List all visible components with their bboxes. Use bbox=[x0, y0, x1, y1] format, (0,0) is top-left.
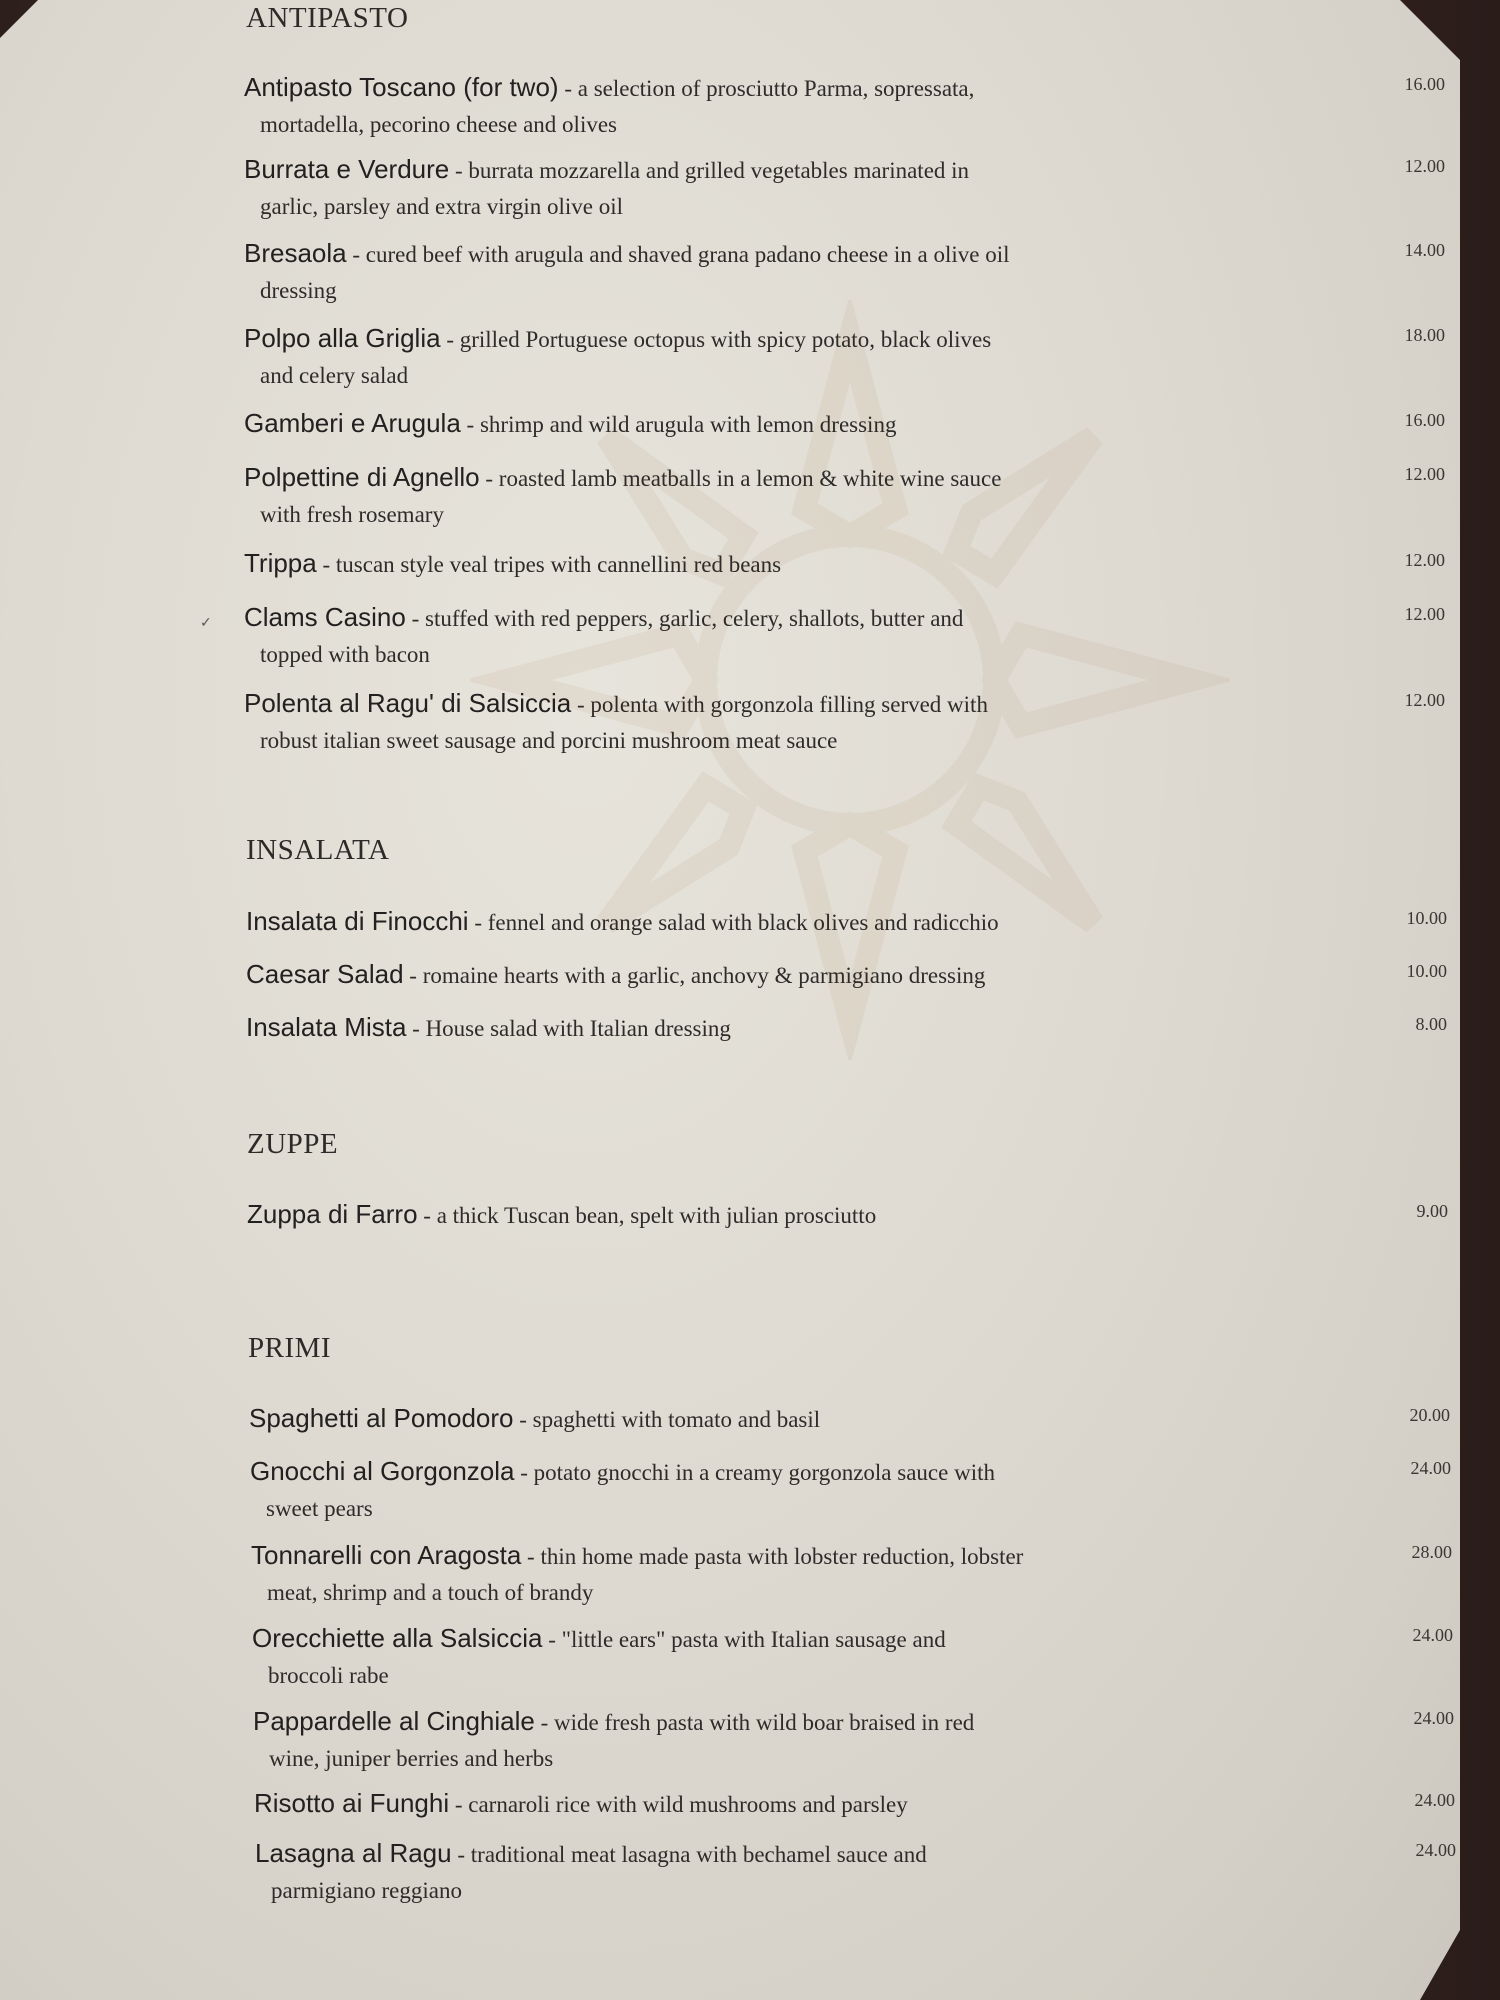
item-price: 14.00 bbox=[1404, 240, 1445, 260]
item-name: Risotto ai Funghi bbox=[254, 1788, 450, 1818]
menu-item bbox=[246, 957, 1447, 996]
menu-item bbox=[244, 460, 1445, 531]
item-description: - tuscan style veal tripes with cannellini red beans bbox=[316, 552, 782, 577]
menu-item bbox=[244, 600, 1445, 671]
item-name: Caesar Salad bbox=[246, 959, 404, 989]
section-title-primi: PRIMI bbox=[248, 1332, 332, 1364]
item-description: - shrimp and wild arugula with lemon dressing bbox=[460, 412, 897, 437]
item-price: 12.00 bbox=[1404, 464, 1445, 484]
menu-item bbox=[244, 406, 1445, 445]
item-name: Gnocchi al Gorgonzola bbox=[250, 1456, 515, 1486]
menu-item bbox=[252, 1621, 1453, 1692]
item-description-cont: parmigiano reggiano bbox=[271, 1878, 462, 1903]
item-description-cont: with fresh rosemary bbox=[260, 502, 444, 527]
menu-item bbox=[244, 546, 1445, 585]
item-description-cont: dressing bbox=[260, 278, 337, 303]
margin-checkmark: ✓ bbox=[200, 615, 212, 631]
item-price: 24.00 bbox=[1414, 1790, 1455, 1810]
item-name: Antipasto Toscano (for two) bbox=[244, 72, 559, 102]
item-price: 10.00 bbox=[1406, 908, 1447, 928]
section-title-antipasto: ANTIPASTO bbox=[246, 2, 409, 34]
menu-item bbox=[249, 1401, 1450, 1440]
item-name: Polpettine di Agnello bbox=[244, 462, 480, 492]
item-description-cont: garlic, parsley and extra virgin olive oil bbox=[260, 194, 623, 219]
menu-item bbox=[246, 904, 1447, 943]
item-description: - cured beef with arugula and shaved grana padano cheese in a olive oil bbox=[346, 242, 1010, 267]
item-price: 16.00 bbox=[1404, 410, 1445, 430]
section-title-zuppe: ZUPPE bbox=[247, 1128, 339, 1160]
menu-item bbox=[254, 1786, 1455, 1825]
item-name: Burrata e Verdure bbox=[244, 154, 450, 184]
item-name: Trippa bbox=[244, 548, 317, 578]
item-name: Gamberi e Arugula bbox=[244, 408, 461, 438]
item-description: - romaine hearts with a garlic, anchovy & parmigiano dressing bbox=[403, 963, 986, 988]
item-description: - wide fresh pasta with wild boar braised in red bbox=[534, 1710, 975, 1735]
item-name: Lasagna al Ragu bbox=[255, 1838, 452, 1868]
item-description: - House salad with Italian dressing bbox=[406, 1016, 731, 1041]
item-name: Tonnarelli con Aragosta bbox=[251, 1540, 522, 1570]
item-price: 24.00 bbox=[1415, 1840, 1456, 1860]
item-price: 12.00 bbox=[1404, 156, 1445, 176]
item-description: - a selection of prosciutto Parma, sopressata, bbox=[558, 76, 975, 101]
item-name: Bresaola bbox=[244, 238, 347, 268]
menu-item bbox=[244, 152, 1445, 223]
item-price: 24.00 bbox=[1410, 1458, 1451, 1478]
item-price: 12.00 bbox=[1404, 550, 1445, 570]
item-name: Insalata Mista bbox=[246, 1012, 407, 1042]
menu-item bbox=[250, 1454, 1451, 1525]
item-description-cont: meat, shrimp and a touch of brandy bbox=[267, 1580, 594, 1605]
item-description-cont: topped with bacon bbox=[260, 642, 430, 667]
item-description: - grilled Portuguese octopus with spicy potato, black olives bbox=[440, 327, 992, 352]
menu-item bbox=[244, 686, 1445, 757]
item-price: 16.00 bbox=[1404, 74, 1445, 94]
item-name: Orecchiette alla Salsiccia bbox=[252, 1623, 543, 1653]
section-title-insalata: INSALATA bbox=[246, 834, 390, 866]
menu-item bbox=[255, 1836, 1456, 1907]
item-price: 18.00 bbox=[1404, 325, 1445, 345]
menu-item bbox=[246, 1010, 1447, 1049]
item-name: Polpo alla Griglia bbox=[244, 323, 441, 353]
item-description: - spaghetti with tomato and basil bbox=[513, 1407, 821, 1432]
item-description: - stuffed with red peppers, garlic, celery, shallots, butter and bbox=[405, 606, 964, 631]
item-description: - burrata mozzarella and grilled vegetables marinated in bbox=[449, 158, 970, 183]
item-name: Insalata di Finocchi bbox=[246, 906, 469, 936]
item-price: 12.00 bbox=[1404, 604, 1445, 624]
item-name: Clams Casino bbox=[244, 602, 406, 632]
item-name: Spaghetti al Pomodoro bbox=[249, 1403, 514, 1433]
item-price: 10.00 bbox=[1406, 961, 1447, 981]
item-description-cont: broccoli rabe bbox=[268, 1663, 389, 1688]
item-price: 9.00 bbox=[1416, 1201, 1448, 1221]
item-description: - roasted lamb meatballs in a lemon & white wine sauce bbox=[479, 466, 1002, 491]
item-description-cont: sweet pears bbox=[266, 1496, 373, 1521]
menu-item bbox=[244, 321, 1445, 392]
item-price: 20.00 bbox=[1409, 1405, 1450, 1425]
item-description: - fennel and orange salad with black olives and radicchio bbox=[468, 910, 999, 935]
item-description: - a thick Tuscan bean, spelt with julian prosciutto bbox=[417, 1203, 877, 1228]
item-price: 28.00 bbox=[1411, 1542, 1452, 1562]
item-name: Zuppa di Farro bbox=[247, 1199, 418, 1229]
item-description: - carnaroli rice with wild mushrooms and parsley bbox=[449, 1792, 908, 1817]
menu-item bbox=[244, 70, 1445, 141]
item-price: 24.00 bbox=[1413, 1708, 1454, 1728]
item-name: Pappardelle al Cinghiale bbox=[253, 1706, 535, 1736]
item-description: - polenta with gorgonzola filling served with bbox=[571, 692, 988, 717]
menu-item bbox=[244, 236, 1445, 307]
item-description-cont: mortadella, pecorino cheese and olives bbox=[260, 112, 617, 137]
item-description-cont: and celery salad bbox=[260, 363, 409, 388]
item-price: 24.00 bbox=[1412, 1625, 1453, 1645]
item-description-cont: robust italian sweet sausage and porcini mushroom meat sauce bbox=[260, 728, 838, 753]
item-price: 8.00 bbox=[1415, 1014, 1447, 1034]
item-description-cont: wine, juniper berries and herbs bbox=[269, 1746, 554, 1771]
item-price: 12.00 bbox=[1404, 690, 1445, 710]
menu-item bbox=[251, 1538, 1452, 1609]
menu-item bbox=[253, 1704, 1454, 1775]
menu-item bbox=[247, 1197, 1448, 1236]
item-description: - traditional meat lasagna with bechamel sauce and bbox=[451, 1842, 927, 1867]
item-description: - potato gnocchi in a creamy gorgonzola sauce with bbox=[514, 1460, 995, 1485]
item-description: - thin home made pasta with lobster reduction, lobster bbox=[521, 1544, 1024, 1569]
item-name: Polenta al Ragu' di Salsiccia bbox=[244, 688, 572, 718]
item-description: - "little ears" pasta with Italian sausage and bbox=[542, 1627, 946, 1652]
